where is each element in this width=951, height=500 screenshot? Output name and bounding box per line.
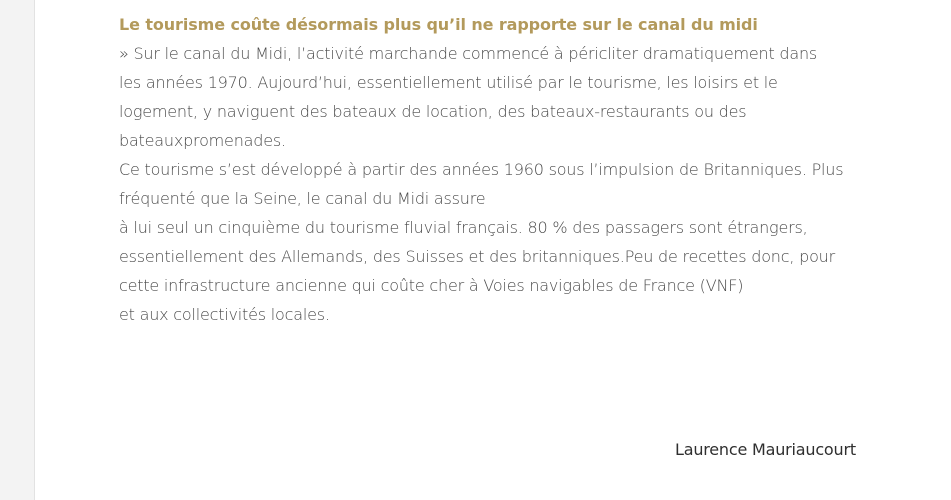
article-line: bateauxpromenades. bbox=[119, 131, 286, 150]
article-line: les années 1970. Aujourd’hui, essentiellement utilisé par le tourisme, les loisirs et le bbox=[119, 73, 778, 92]
article-line: logement, y naviguent des bateaux de location, des bateaux-restaurants ou des bbox=[119, 102, 747, 121]
article-line: essentiellement des Allemands, des Suisses et des britanniques.Peu de recettes donc, pour bbox=[119, 247, 835, 266]
article-line: fréquenté que la Seine, le canal du Midi assure bbox=[119, 189, 486, 208]
article-line: et aux collectivités locales. bbox=[119, 305, 330, 324]
article-line: cette infrastructure ancienne qui coûte cher à Voies navigables de France (VNF) bbox=[119, 276, 744, 295]
article-headline: Le tourisme coûte désormais plus qu’il ne rapporte sur le canal du midi bbox=[119, 15, 758, 34]
article-line: à lui seul un cinquième du tourisme fluvial français. 80 % des passagers sont étrangers, bbox=[119, 218, 808, 237]
article-line: » Sur le canal du Midi, l’activité marchande commencé à péricliter dramatiquement dans bbox=[119, 44, 818, 63]
content-panel bbox=[34, 0, 951, 500]
article-line: Ce tourisme s’est développé à partir des années 1960 sous l’impulsion de Britanniques. Plus bbox=[119, 160, 844, 179]
article-body bbox=[119, 10, 879, 329]
article-author: Laurence Mauriaucourt bbox=[675, 440, 856, 459]
